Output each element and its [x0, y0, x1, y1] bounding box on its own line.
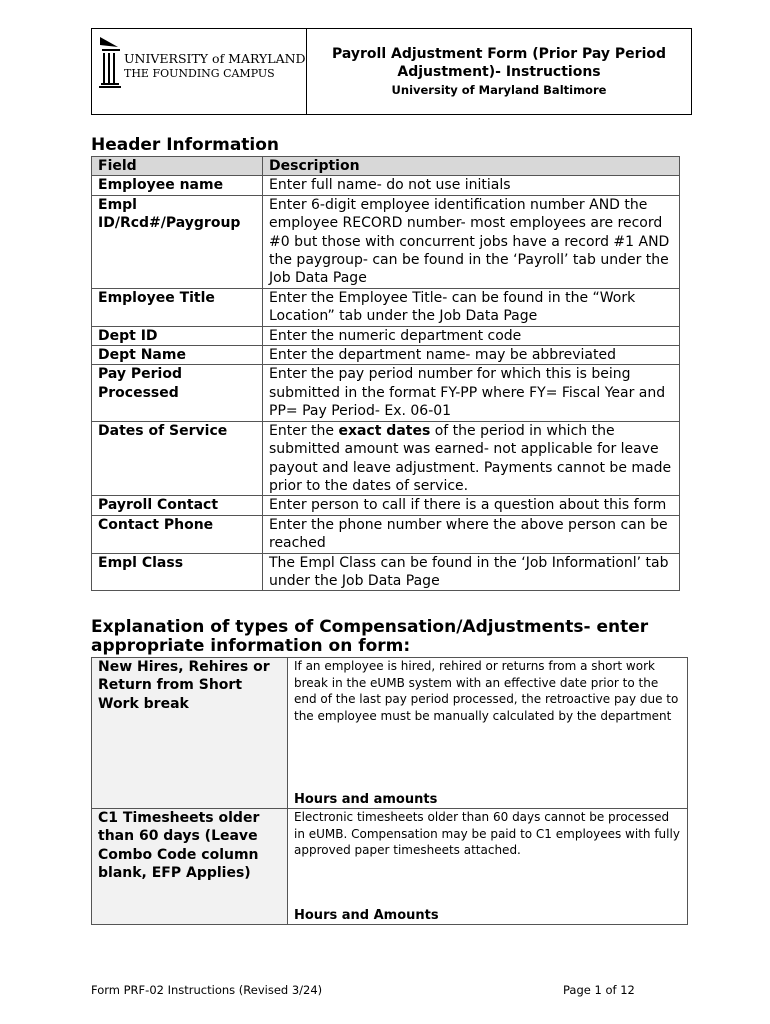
table-row: [92, 326, 680, 345]
field-cell: Payroll Contact: [92, 496, 263, 515]
header-information-table: [91, 156, 680, 591]
university-logo: [92, 29, 307, 114]
table-row: [92, 421, 680, 496]
university-crest-icon: [98, 35, 122, 91]
table-header-row: [92, 157, 680, 176]
table-row: [92, 176, 680, 195]
hours-and-amounts-label: Hours and Amounts: [294, 908, 439, 923]
document-title: Payroll Adjustment Form (Prior Pay Period Adjustment)- Instructions: [331, 46, 667, 80]
description-cell: [263, 421, 680, 496]
compensation-description: If an employee is hired, rehired or returns from a short work break in the eUMB system with an effective date prior to the end of the last pay period processed, the retroactive pay due to the employee must be manually calculated by the department: [294, 659, 679, 723]
compensation-type-cell: New Hires, Rehires or Return from Short Work break: [92, 658, 288, 809]
table-row: [92, 658, 688, 809]
description-cell: Enter the numeric department code: [263, 326, 680, 345]
field-cell: Pay Period Processed: [92, 365, 263, 421]
logo-text-line1: UNIVERSITY of MARYLAND: [124, 51, 306, 66]
field-cell: Empl ID/Rcd#/Paygroup: [92, 195, 263, 288]
hours-and-amounts-label: Hours and amounts: [294, 792, 438, 807]
description-cell: Enter person to call if there is a question about this form: [263, 496, 680, 515]
table-row: [92, 346, 680, 365]
table-row: [92, 288, 680, 326]
description-cell: Enter the pay period number for which this is being submitted in the format FY-PP where FY= Fiscal Year and PP= Pay Period- Ex. 06-01: [263, 365, 680, 421]
compensation-description-cell: [288, 809, 688, 925]
logo-text-line2: THE FOUNDING CAMPUS: [124, 67, 275, 80]
compensation-types-table: [91, 657, 688, 925]
compensation-description: Electronic timesheets older than 60 days cannot be processed in eUMB. Compensation may be paid to C1 employees with fully approved paper timesheets attached.: [294, 810, 680, 857]
description-cell: Enter 6-digit employee identification number AND the employee RECORD number- most employees are record #0 but those with concurrent jobs have a record #1 AND the paygroup- can be found in the ‘Payroll’ tab under the Job Data Page: [263, 195, 680, 288]
field-cell: Contact Phone: [92, 515, 263, 553]
description-cell: Enter full name- do not use initials: [263, 176, 680, 195]
compensation-description-cell: [288, 658, 688, 809]
emphasis-text: exact dates: [338, 422, 431, 439]
column-header-field: Field: [92, 157, 263, 176]
field-cell: Empl Class: [92, 553, 263, 591]
compensation-type-cell: C1 Timesheets older than 60 days (Leave Combo Code column blank, EFP Applies): [92, 809, 288, 925]
table-row: [92, 365, 680, 421]
document-subtitle: University of Maryland Baltimore: [391, 83, 607, 97]
field-cell: Employee Title: [92, 288, 263, 326]
field-cell: Dates of Service: [92, 421, 263, 496]
section-heading-compensation-types: Explanation of types of Compensation/Adjustments- enter appropriate information on form:: [91, 617, 649, 656]
footer-form-id: Form PRF-02 Instructions (Revised 3/24): [91, 983, 323, 997]
field-cell: Employee name: [92, 176, 263, 195]
table-row: [92, 195, 680, 288]
table-row: [92, 496, 680, 515]
section-heading-header-information: Header Information: [91, 135, 280, 155]
field-cell: Dept ID: [92, 326, 263, 345]
table-row: [92, 515, 680, 553]
field-cell: Dept Name: [92, 346, 263, 365]
description-cell: The Empl Class can be found in the ‘Job Informationl’ tab under the Job Data Page: [263, 553, 680, 591]
description-text: Enter the: [269, 422, 339, 439]
table-row: [92, 553, 680, 591]
column-header-description: Description: [263, 157, 680, 176]
description-cell: Enter the Employee Title- can be found in the “Work Location” tab under the Job Data Page: [263, 288, 680, 326]
table-row: [92, 809, 688, 925]
footer-page-number: Page 1 of 12: [563, 983, 635, 997]
description-cell: Enter the phone number where the above person can be reached: [263, 515, 680, 553]
description-text: of the period in which the submitted amount was earned- not applicable for leave payout and leave adjustment. Payments cannot be made prior to the dates of service.: [269, 422, 672, 494]
description-cell: Enter the department name- may be abbreviated: [263, 346, 680, 365]
document-header: [91, 28, 692, 115]
